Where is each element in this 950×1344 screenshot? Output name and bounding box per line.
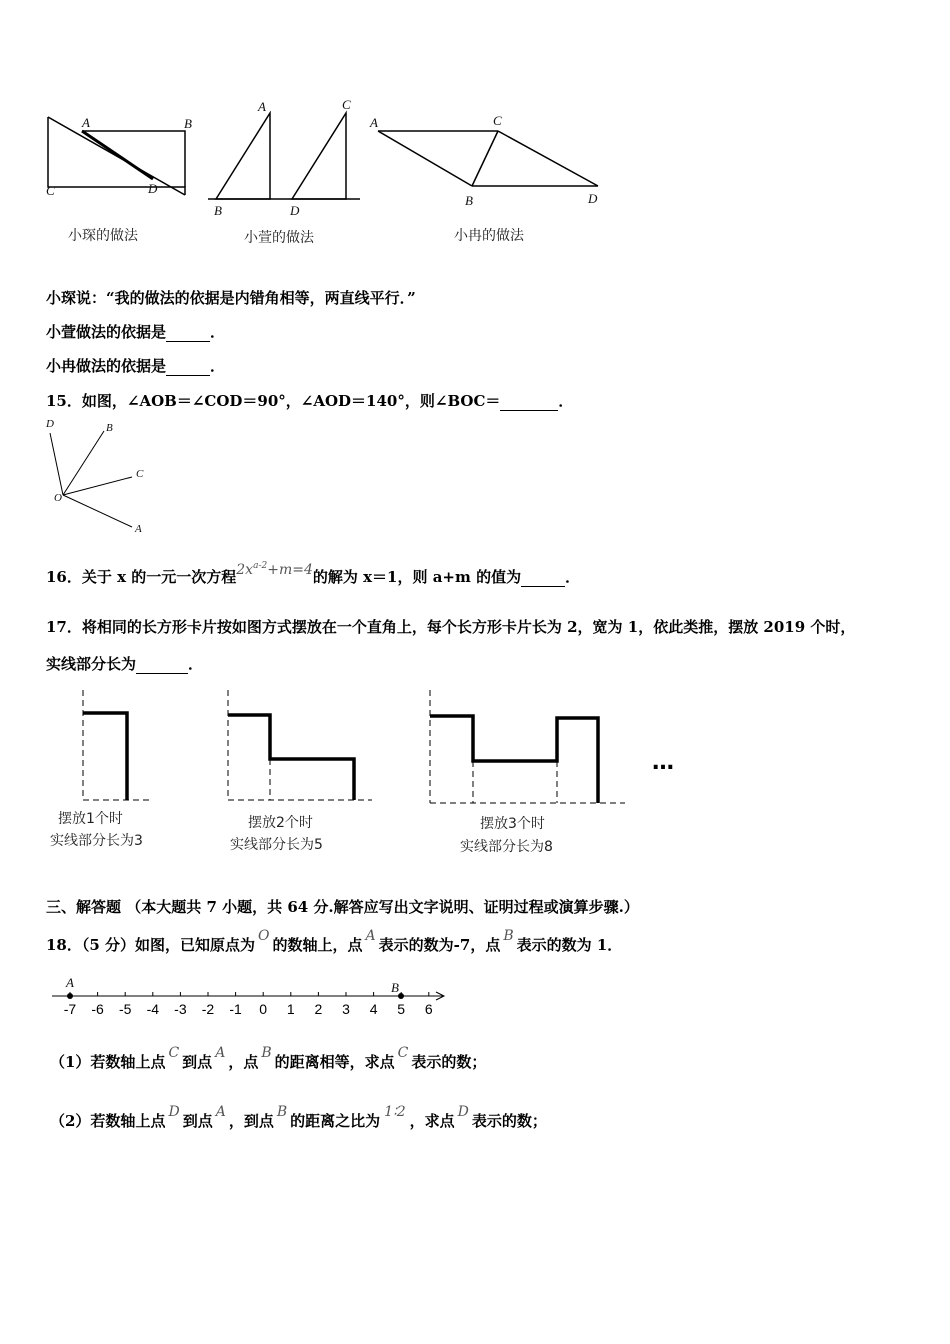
tick-label: -4 bbox=[146, 1001, 160, 1017]
p2-text-c: ，到点 bbox=[228, 1112, 274, 1130]
label-A: A bbox=[66, 975, 74, 990]
tick-label: 1 bbox=[286, 1001, 295, 1017]
question-17-line1: 17．将相同的长方形卡片按如图方式摆放在一个直角上，每个长方形卡片长为 2，宽为 1，依此类推，摆放 2019 个时， bbox=[46, 618, 856, 636]
tick-label: -7 bbox=[63, 1001, 77, 1017]
p2-text-a: （2）若数轴上点 bbox=[50, 1112, 166, 1130]
p2-text-b: 到点 bbox=[182, 1112, 213, 1130]
equation-rest: +m=4 bbox=[267, 562, 313, 578]
tick-label: 6 bbox=[424, 1001, 433, 1017]
label-O: O bbox=[54, 492, 62, 504]
tick-label: -3 bbox=[174, 1001, 187, 1017]
caption-xiaoxuan: 小萱的做法 bbox=[244, 230, 314, 246]
p1-text-e: 表示的数； bbox=[411, 1053, 487, 1071]
point-A-dot bbox=[67, 993, 73, 999]
p1-text-a: （1）若数轴上点 bbox=[50, 1053, 166, 1071]
caption-line1: 摆放2个时 bbox=[248, 815, 313, 831]
point-D: D bbox=[457, 1104, 469, 1120]
question-17-line2 bbox=[46, 653, 203, 674]
label-A: A bbox=[258, 99, 266, 114]
q15-text: 15．如图，∠AOB＝∠COD＝90°，∠AOD＝140°，则∠BOC＝ bbox=[46, 392, 501, 410]
point-A: A bbox=[215, 1104, 226, 1120]
period: ． bbox=[565, 568, 581, 586]
number-line bbox=[40, 972, 460, 1024]
p1-text-c: ，点 bbox=[228, 1053, 259, 1071]
q18-text-d: 表示的数为 1． bbox=[516, 936, 623, 954]
label-B: B bbox=[391, 980, 399, 995]
q18-text-b: 的数轴上，点 bbox=[272, 936, 363, 954]
xiaoxuan-text: 小萱做法的依据是 bbox=[46, 323, 167, 341]
caption-line1: 摆放3个时 bbox=[480, 816, 545, 832]
q16-text-2: 的解为 x＝1，则 a+m 的值为 bbox=[312, 568, 522, 586]
period: ． bbox=[210, 323, 226, 341]
equation-2x: 2x bbox=[236, 562, 254, 578]
question-18-part-2 bbox=[50, 1104, 547, 1131]
label-D: D bbox=[46, 418, 54, 430]
point-B: B bbox=[503, 928, 514, 944]
answer-blank bbox=[521, 568, 565, 587]
period: ． bbox=[558, 392, 574, 410]
p2-text-e: ，求点 bbox=[409, 1112, 455, 1130]
figure-cards-17 bbox=[40, 685, 700, 865]
figure-parallel-constructions bbox=[40, 95, 620, 255]
q16-text: 16．关于 x 的一元一次方程 bbox=[46, 568, 237, 586]
point-B: B bbox=[261, 1045, 272, 1061]
question-18 bbox=[46, 928, 623, 955]
p1-text-d: 的距离相等，求点 bbox=[274, 1053, 395, 1071]
label-C: C bbox=[493, 113, 502, 128]
tick-label: 3 bbox=[342, 1001, 350, 1017]
tick-label: -6 bbox=[91, 1001, 104, 1017]
tick-label: 2 bbox=[314, 1001, 323, 1017]
label-C: C bbox=[46, 183, 55, 198]
p2-text-d: 的距离之比为 bbox=[290, 1112, 381, 1130]
label-D: D bbox=[588, 191, 598, 206]
question-xiaoxuan-basis bbox=[46, 321, 225, 342]
caption-line2: 实线部分长为5 bbox=[230, 837, 323, 853]
point-O: O bbox=[258, 928, 270, 944]
cards-panel-3 bbox=[430, 690, 625, 855]
tick-label: 0 bbox=[259, 1001, 268, 1017]
label-C: C bbox=[136, 468, 144, 480]
label-B: B bbox=[214, 203, 222, 218]
p2-text-f: 表示的数； bbox=[471, 1112, 547, 1130]
q18-text-c: 表示的数为-7，点 bbox=[378, 936, 501, 954]
label-A: A bbox=[370, 115, 378, 130]
answer-blank bbox=[166, 323, 210, 342]
question-18-part-1 bbox=[50, 1045, 487, 1072]
ellipsis: … bbox=[652, 750, 674, 775]
caption-line1: 摆放1个时 bbox=[58, 811, 123, 827]
tick-label: -2 bbox=[201, 1001, 215, 1017]
figure-angles-15 bbox=[40, 415, 170, 540]
period: ． bbox=[188, 655, 204, 673]
cards-panel-1 bbox=[50, 690, 150, 849]
section-3-heading: 三、解答题 （本大题共 7 小题，共 64 分.解答应写出文字说明、证明过程或演算步骤.） bbox=[46, 898, 639, 916]
label-C: C bbox=[342, 97, 351, 112]
question-16 bbox=[46, 561, 581, 587]
point-D: D bbox=[168, 1104, 180, 1120]
period: ． bbox=[210, 357, 226, 375]
q18-text-a: 18．（5 分）如图，已知原点为 bbox=[46, 936, 256, 954]
point-A: A bbox=[365, 928, 376, 944]
label-D: D bbox=[290, 203, 300, 218]
xiaoran-text: 小冉做法的依据是 bbox=[46, 357, 167, 375]
label-B: B bbox=[465, 193, 473, 208]
xiaoran-figure bbox=[369, 113, 598, 244]
tick-label: 5 bbox=[397, 1001, 406, 1017]
answer-blank bbox=[166, 357, 210, 376]
point-B: B bbox=[276, 1104, 288, 1120]
label-A: A bbox=[82, 115, 90, 130]
question-xiaoran-basis bbox=[46, 355, 225, 376]
xiaoxuan-figure bbox=[208, 97, 360, 246]
label-B: B bbox=[184, 116, 192, 131]
label-D: D bbox=[148, 181, 158, 196]
cards-panel-2 bbox=[228, 690, 372, 853]
point-A: A bbox=[215, 1045, 226, 1061]
point-C: C bbox=[168, 1045, 180, 1061]
equation-exponent: a-2 bbox=[253, 561, 268, 571]
question-15 bbox=[46, 390, 573, 411]
caption-line2: 实线部分长为8 bbox=[460, 839, 553, 855]
answer-blank bbox=[500, 392, 558, 411]
tick-label: -1 bbox=[229, 1001, 242, 1017]
answer-blank bbox=[136, 655, 188, 674]
p1-text-b: 到点 bbox=[182, 1053, 213, 1071]
xiaochen-statement: 小琛说：“我的做法的依据是内错角相等，两直线平行．” bbox=[46, 289, 416, 307]
ratio: 1∶2 bbox=[384, 1104, 406, 1120]
caption-line2: 实线部分长为3 bbox=[50, 833, 143, 849]
point-C: C bbox=[397, 1045, 409, 1061]
caption-xiaoran: 小冉的做法 bbox=[454, 228, 524, 244]
label-B: B bbox=[106, 422, 113, 434]
xiaochen-figure bbox=[46, 115, 192, 244]
q17-text: 实线部分长为 bbox=[46, 655, 137, 673]
caption-xiaochen: 小琛的做法 bbox=[68, 228, 138, 244]
label-A: A bbox=[135, 523, 142, 535]
tick-label: 4 bbox=[369, 1001, 378, 1017]
tick-label: -5 bbox=[118, 1001, 132, 1017]
